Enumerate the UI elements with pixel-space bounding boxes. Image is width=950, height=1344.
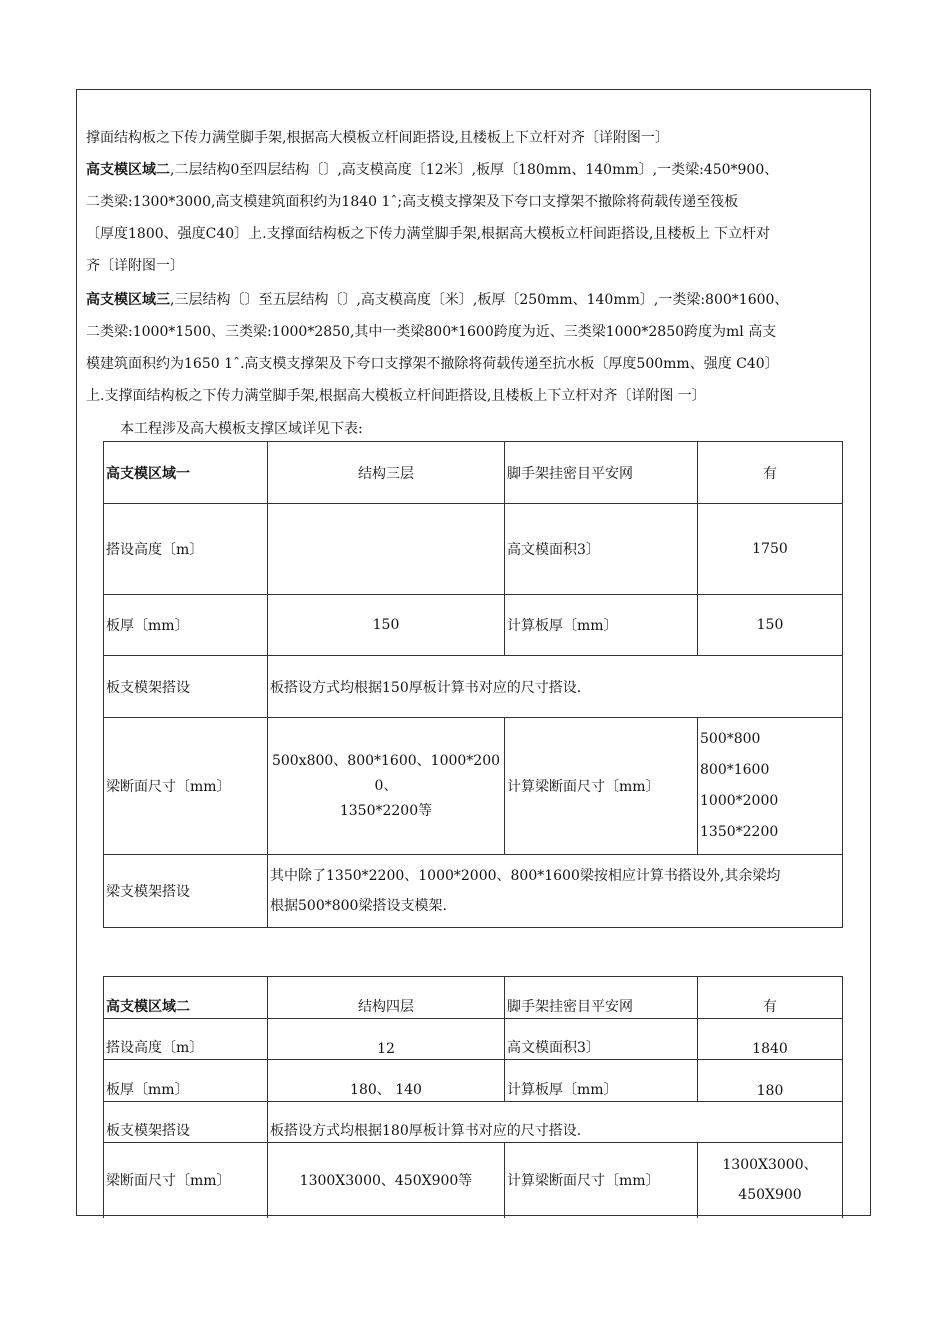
area2-line-3: 〔厚度1800、强度C40〕上.支撑面结构板之下传力满堂脚手架,根据高大模板立杆间距搭设,且楼板上 下立杆对 [86,226,770,242]
table2-cell [698,1143,843,1218]
table-row [104,1102,843,1143]
area2-paragraph [86,154,876,282]
table2-cell: 计算梁断面尺寸〔mm〕 [505,1143,698,1218]
area3-line-3: 模建筑面积约为1650 1ˆ.高支模支撑架及下夸口支撑架不撤除将荷载传递至抗水板〔厚度500mm、强度 C40〕 [86,356,779,372]
table2-cell: 1300X3000、450X900等 [268,1143,505,1218]
area3-line-4: 上.支撑面结构板之下传力满堂脚手架,根据高大模板立杆间距搭设,且楼板上下立杆对齐〔详附图 一〕 [86,388,706,404]
area2-heading: 高支模区域二 [86,162,170,178]
table-row [104,656,843,718]
table-area-1 [103,441,843,928]
table2-cell: 板搭设方式均根据180厚板计算书对应的尺寸搭设. [268,1102,843,1143]
beam-size-line: 500x800、800*1600、1000*200 [271,752,501,769]
table2-cell: 板支模架搭设 [104,1102,268,1143]
table-row [104,977,843,1019]
table1-cell: 150 [268,595,505,656]
calc-beam-size: 500*800 [700,731,761,747]
table2-cell: 12 [268,1019,505,1060]
calc-beam-size: 800*1600 [700,762,770,778]
calc-beam-size: 1300X3000、 [722,1157,818,1174]
table-area-2 [103,976,843,1218]
area3-heading: 高支模区域三 [86,292,170,308]
table2-cell: 高支模区域二 [104,977,268,1019]
table1-cell: 计算梁断面尺寸〔mm〕 [505,718,698,855]
beam-support-line: 根据500*800梁搭设支模架. [270,898,447,914]
table1-cell: 150 [698,595,843,656]
table1-cell: 高文模面积3〕 [505,504,698,595]
table1-cell: 1750 [698,504,843,595]
table2-cell: 计算板厚〔mm〕 [505,1060,698,1102]
table-row [104,1060,843,1102]
table2-cell: 180 [698,1060,843,1102]
table1-cell: 有 [698,442,843,504]
table2-cell: 搭设高度〔m〕 [104,1019,268,1060]
table1-cell [268,718,505,855]
table-intro: 本工程涉及高大模板支撑区域详见下表: [120,421,363,437]
table1-cell: 脚手架挂密目平安网 [505,442,698,504]
table2-cell: 有 [698,977,843,1019]
table1-cell [268,504,505,595]
table1-cell: 板厚〔mm〕 [104,595,268,656]
area2-line-1: ,二层结构0至四层结构〔〕,高支模高度〔12米〕,板厚〔180mm、140mm〕,一类梁:450*900、 [170,162,779,178]
beam-size-line: 0、 [374,777,398,794]
table1-cell: 计算板厚〔mm〕 [505,595,698,656]
table-row [104,1143,843,1218]
table1-cell: 高支模区域一 [104,442,268,504]
table-row [104,504,843,595]
table2-cell: 1840 [698,1019,843,1060]
area3-line-1: ,三层结构〔〕至五层结构〔〕,高支模高度〔米〕,板厚〔250mm、140mm〕,一类梁:800*1600、 [170,292,789,308]
table1-cell: 梁支模架搭设 [104,855,268,928]
calc-beam-size: 1000*2000 [700,793,779,809]
table2-cell: 板厚〔mm〕 [104,1060,268,1102]
table2-cell: 结构四层 [268,977,505,1019]
table1-cell [268,855,843,928]
table1-cell: 板支模架搭设 [104,656,268,718]
table-row [104,718,843,855]
beam-size-line: 1350*2200等 [339,802,433,819]
area3-line-2: 二类梁:1000*1500、三类梁:1000*2850,其中一类梁800*1600跨度为近、三类梁1000*2850跨度为ml 高支 [86,324,777,340]
area2-line-4: 齐〔详附图一〕 [86,258,184,274]
table-row [104,595,843,656]
calc-beam-size: 1350*2200 [700,824,779,840]
table-row [104,442,843,504]
table2-cell: 脚手架挂密目平安网 [505,977,698,1019]
table-row [104,1019,843,1060]
intro-line: 撑面结构板之下传力满堂脚手架,根据高大模板立杆间距搭设,且楼板上下立杆对齐〔详附图一〕 [86,130,669,146]
table2-cell: 180、 140 [268,1060,505,1102]
table2-cell: 高文模面积3〕 [505,1019,698,1060]
table2-cell: 梁断面尺寸〔mm〕 [104,1143,268,1218]
beam-support-line: 其中除了1350*2200、1000*2000、800*1600梁按相应计算书搭设外,其余梁均 [270,868,781,884]
table1-cell: 结构三层 [268,442,505,504]
calc-beam-size: 450X900 [738,1187,802,1204]
area3-paragraph [86,284,876,412]
area2-line-2: 二类梁:1300*3000,高支模建筑面积约为1840 1ˆ;高支模支撑架及下夸口支撑架不撤除将荷载传递至筏板 [86,194,739,210]
table1-cell: 搭设高度〔m〕 [104,504,268,595]
table1-cell: 板搭设方式均根据150厚板计算书对应的尺寸搭设. [268,656,843,718]
table1-cell: 梁断面尺寸〔mm〕 [104,718,268,855]
table1-cell [698,718,843,855]
table-row [104,855,843,928]
